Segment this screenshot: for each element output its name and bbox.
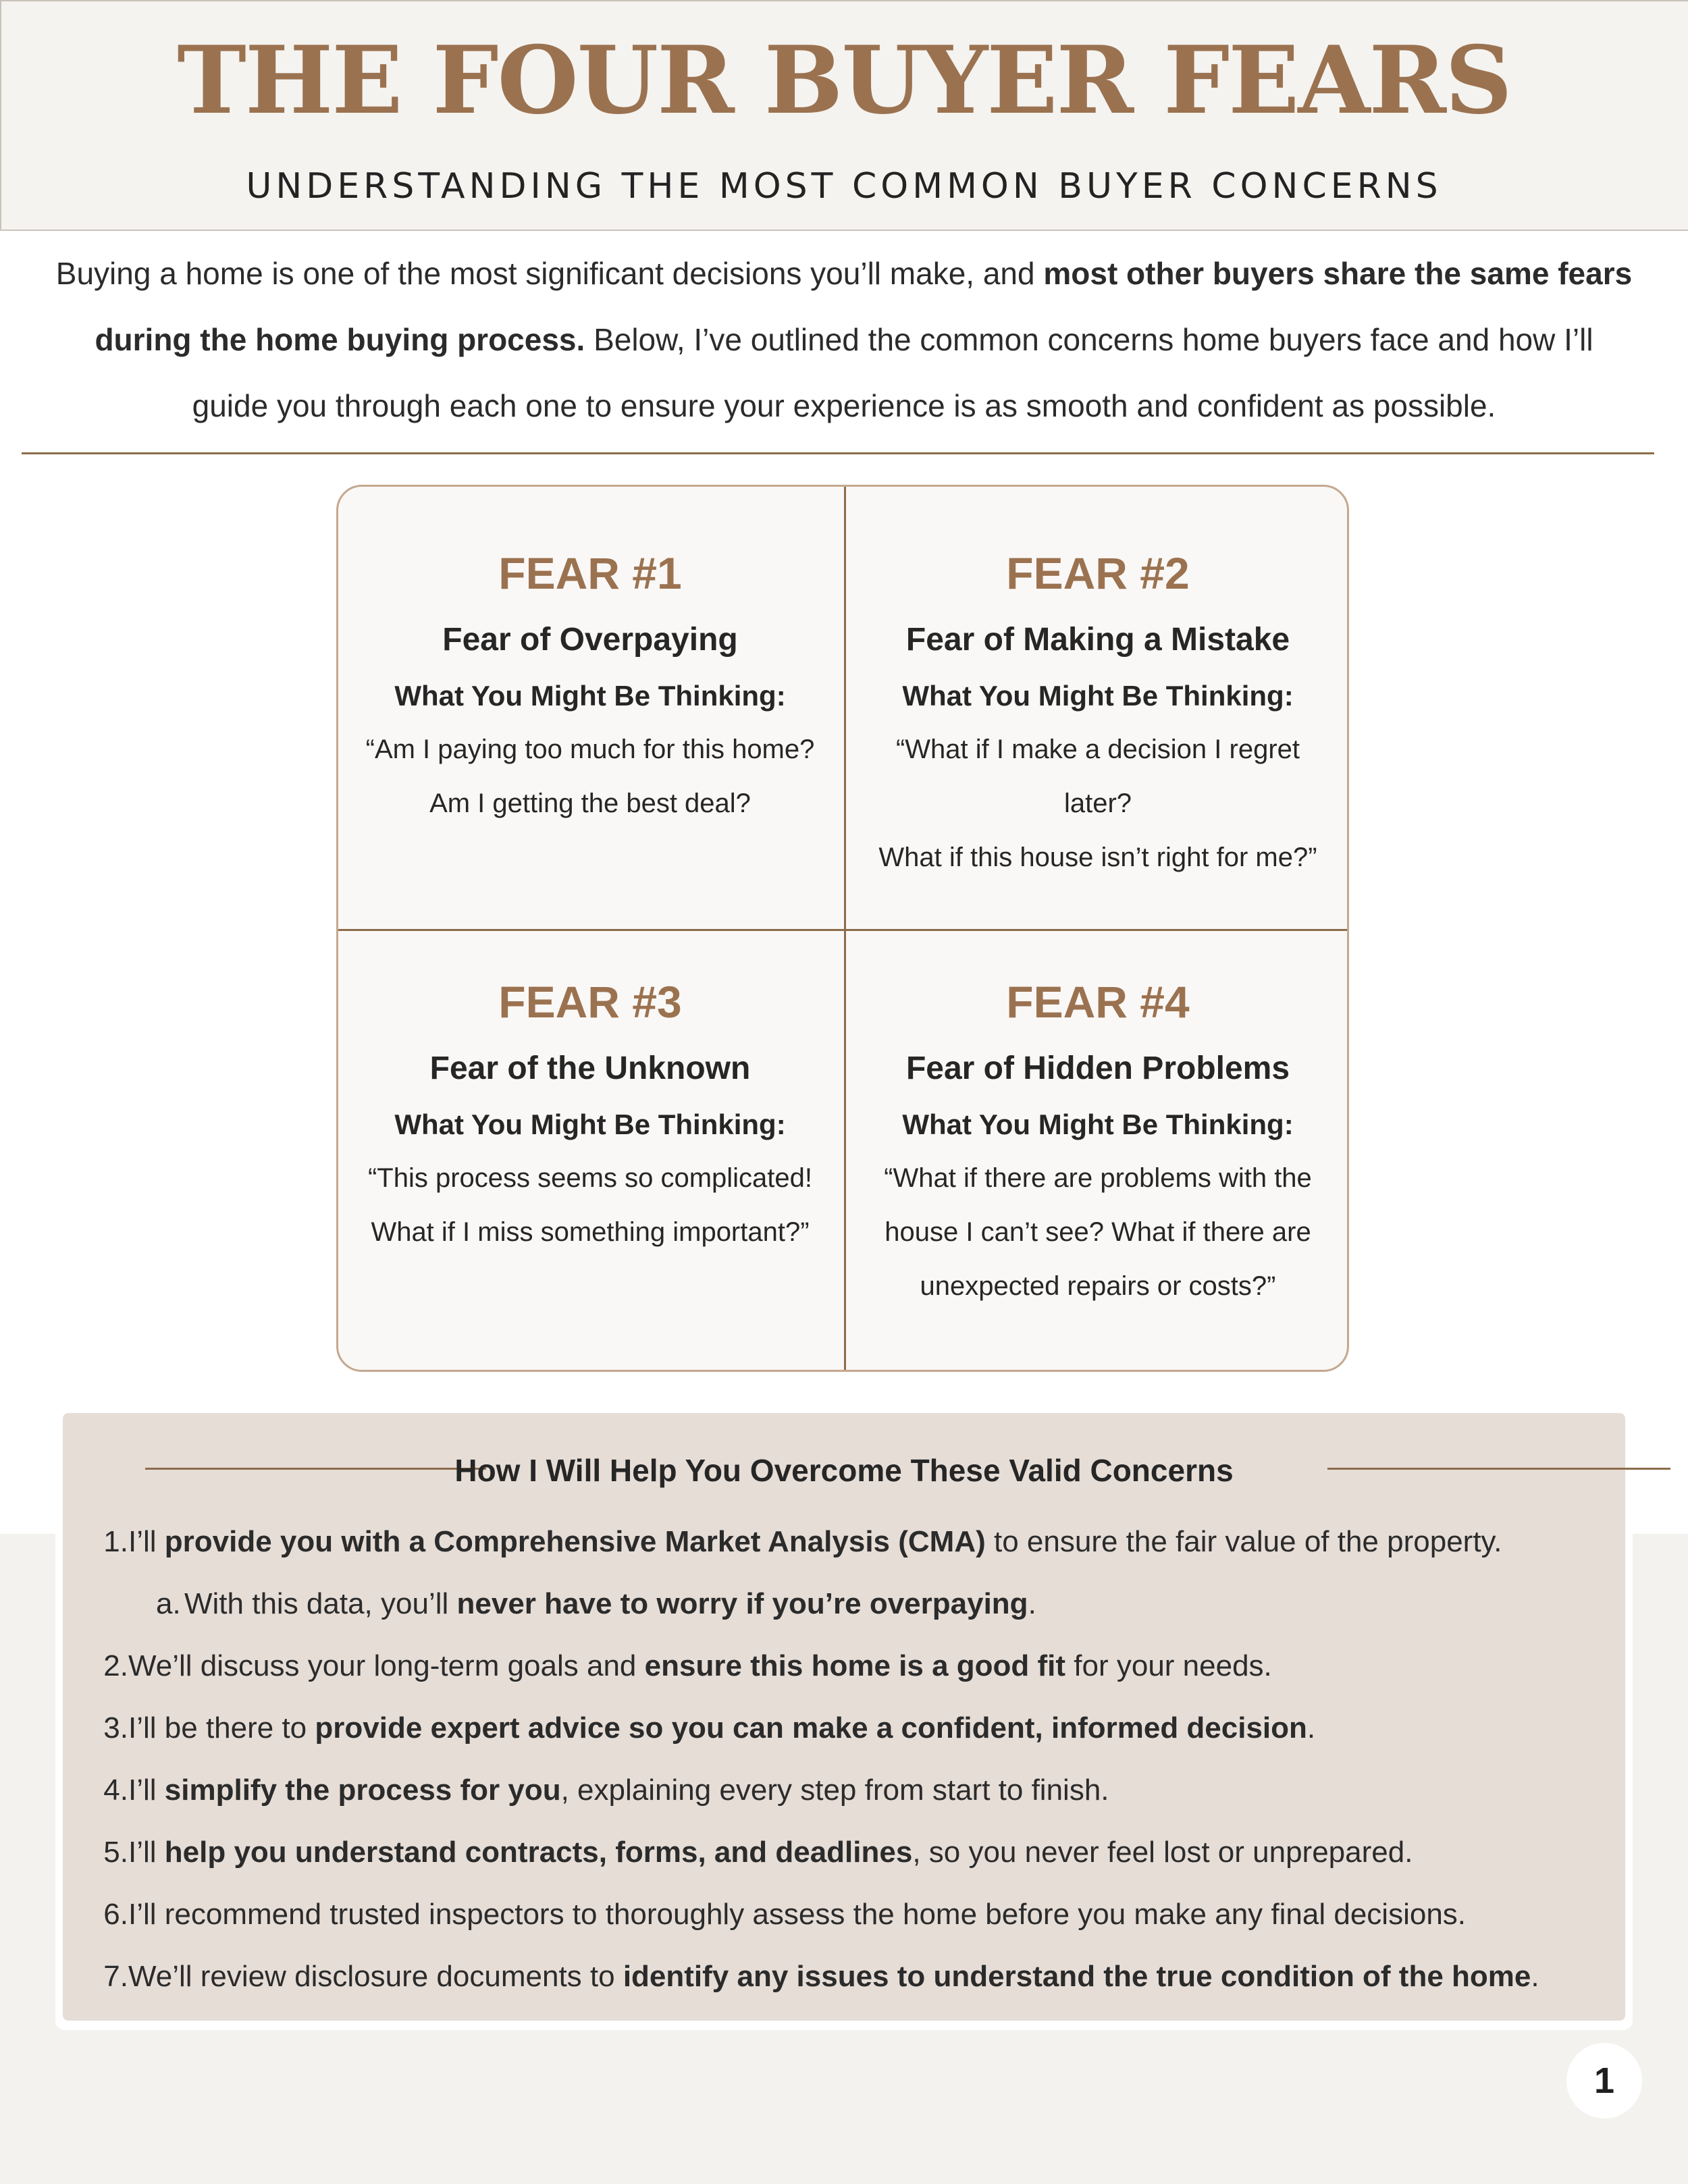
list-subitem: [98, 1573, 1604, 1635]
item-bold-text: simplify the process for you: [164, 1774, 561, 1807]
fear-name: Fear of Making a Mistake: [905, 622, 1290, 658]
quote-line: “What if I make a decision I regret later?: [895, 735, 1300, 818]
item-number: 6.: [103, 1898, 128, 1931]
item-text: .: [1028, 1587, 1036, 1620]
page-number-badge: 1: [1566, 2043, 1642, 2119]
item-text: I’ll: [128, 1525, 165, 1558]
item-text: I’ll be there to: [128, 1711, 315, 1744]
item-number: 1.: [103, 1525, 128, 1558]
item-number: 3.: [103, 1711, 128, 1744]
quote-line: What if I miss something important?”: [371, 1217, 810, 1247]
page-subtitle: UNDERSTANDING THE MOST COMMON BUYER CONCERNS: [246, 166, 1442, 207]
list-item: [98, 1821, 1604, 1884]
item-bold-text: identify any issues to understand the true condition of the home: [623, 1960, 1531, 1993]
quote-line: “Am I paying too much for this home?: [365, 735, 815, 764]
fear-quote: [846, 722, 1349, 884]
thinking-label: What You Might Be Thinking:: [902, 1109, 1294, 1140]
item-number: 4.: [103, 1774, 128, 1807]
item-text: I’ll recommend trusted inspectors to thoroughly assess the home before you make any final decisions.: [128, 1898, 1467, 1931]
page-title: THE FOUR BUYER FEARS: [177, 25, 1511, 135]
fear-number: FEAR #2: [1006, 548, 1190, 598]
help-box: [63, 1413, 1625, 2021]
thinking-label: What You Might Be Thinking:: [394, 680, 786, 712]
quote-line: Am I getting the best deal?: [429, 789, 751, 818]
intro-bold-text: most other buyers share the same fears during the home buying process.: [95, 256, 1633, 357]
fear-card-2: [846, 548, 1349, 884]
fear-card-3: [338, 977, 842, 1259]
fears-grid: [336, 485, 1349, 1372]
item-number: 2.: [103, 1649, 128, 1682]
list-item: [98, 1635, 1604, 1697]
item-text: .: [1307, 1711, 1316, 1744]
list-item: [98, 1759, 1604, 1821]
item-bold-text: never have to worry if you’re overpaying: [456, 1587, 1028, 1620]
intro-text-continued: Below, I’ve outlined the common concerns home buyers face and how I’ll guide you through each one to ensure your experience is as smooth and confident as possible.: [192, 322, 1593, 423]
item-bold-text: help you understand contracts, forms, and deadlines: [164, 1836, 913, 1869]
quote-line: house I can’t see? What if there are: [885, 1217, 1311, 1247]
item-bold-text: provide you with a Comprehensive Market Analysis (CMA): [164, 1525, 986, 1558]
thinking-label: What You Might Be Thinking:: [394, 1109, 786, 1140]
list-item: [98, 1884, 1604, 1946]
fear-number: FEAR #1: [498, 548, 682, 598]
intro-text: Buying a home is one of the most significant decisions you’ll make, and: [55, 256, 1044, 291]
fear-number: FEAR #4: [1006, 977, 1190, 1027]
quote-line: What if this house isn’t right for me?”: [878, 843, 1317, 872]
list-item: [98, 1946, 1604, 2008]
item-bold-text: ensure this home is a good fit: [644, 1649, 1066, 1682]
item-text: .: [1531, 1960, 1539, 1993]
help-list: [98, 1511, 1604, 2008]
item-text: We’ll discuss your long-term goals and: [128, 1649, 645, 1682]
item-number: 7.: [103, 1960, 128, 1993]
fear-quote: [338, 722, 842, 830]
fear-name: Fear of Overpaying: [442, 622, 738, 658]
section-divider: [22, 452, 1654, 454]
intro-paragraph: [54, 240, 1634, 439]
fear-card-1: [338, 548, 842, 830]
grid-horizontal-divider: [338, 929, 1347, 931]
item-text: for your needs.: [1065, 1649, 1272, 1682]
item-text: I’ll: [128, 1774, 165, 1807]
quote-line: “This process seems so complicated!: [367, 1163, 812, 1193]
item-number: a.: [156, 1587, 181, 1620]
item-bold-text: provide expert advice so you can make a confident, informed decision: [315, 1711, 1307, 1744]
quote-line: unexpected repairs or costs?”: [920, 1271, 1276, 1301]
item-text: , so you never feel lost or unprepared.: [912, 1836, 1413, 1869]
item-number: 5.: [103, 1836, 128, 1869]
fear-quote: [846, 1151, 1349, 1313]
fear-card-4: [846, 977, 1349, 1313]
item-text: , explaining every step from start to finish.: [560, 1774, 1109, 1807]
item-text: With this data, you’ll: [184, 1587, 457, 1620]
fear-quote: [338, 1151, 842, 1259]
help-title: How I Will Help You Overcome These Valid Concerns: [454, 1453, 1234, 1488]
fear-number: FEAR #3: [498, 977, 682, 1027]
quote-line: “What if there are problems with the: [884, 1163, 1312, 1193]
thinking-label: What You Might Be Thinking:: [902, 680, 1294, 712]
list-item: [98, 1511, 1604, 1573]
item-text: to ensure the fair value of the property.: [985, 1525, 1502, 1558]
fear-name: Fear of the Unknown: [429, 1050, 751, 1086]
list-item: [98, 1697, 1604, 1759]
item-text: We’ll review disclosure documents to: [128, 1960, 623, 1993]
fear-name: Fear of Hidden Problems: [905, 1050, 1290, 1086]
item-text: I’ll: [128, 1836, 165, 1869]
